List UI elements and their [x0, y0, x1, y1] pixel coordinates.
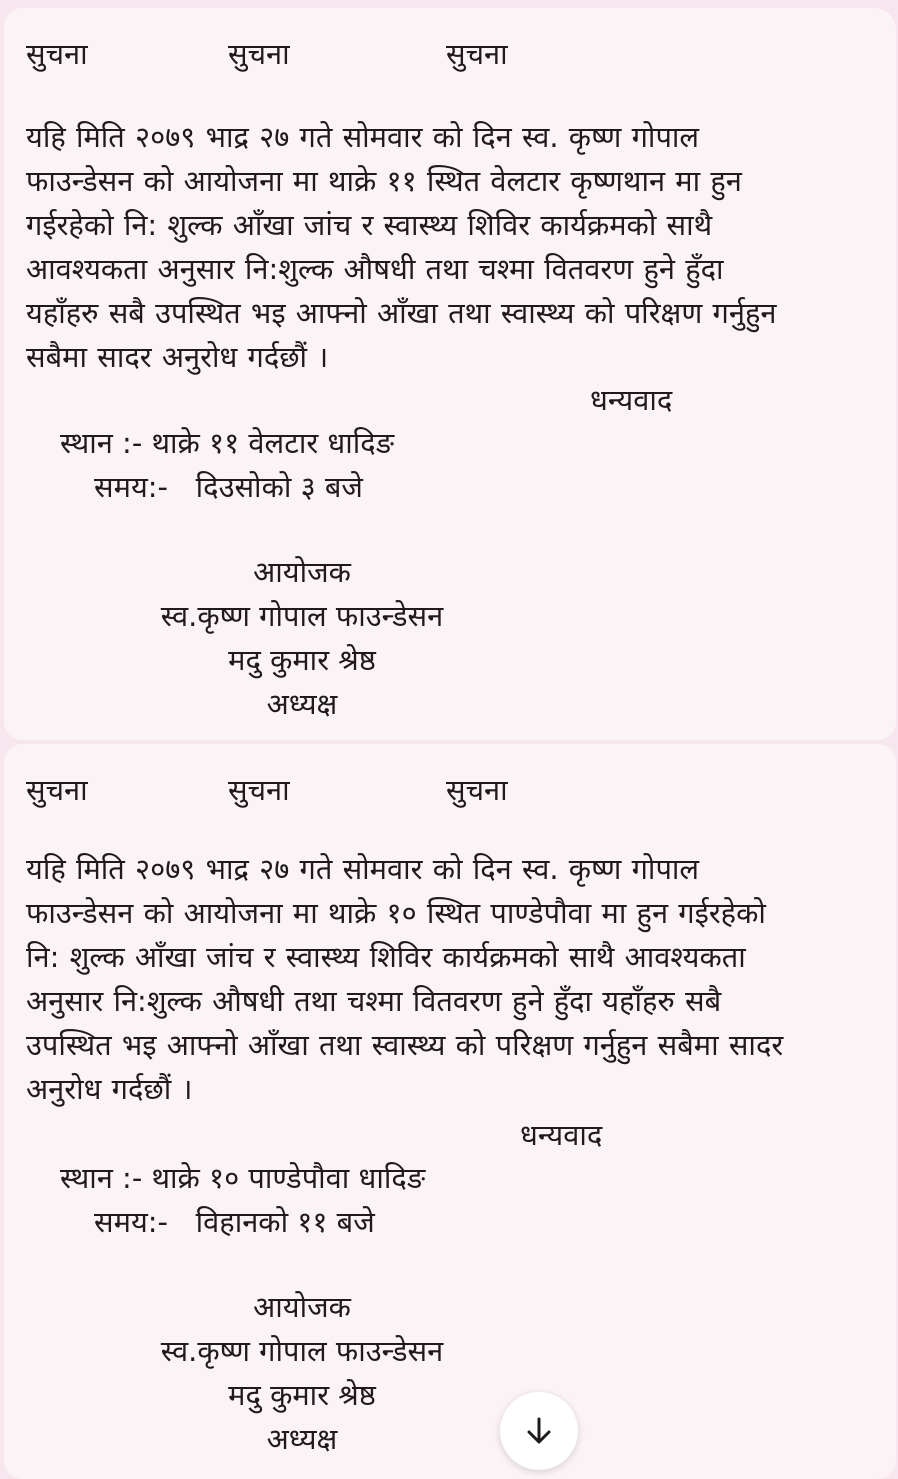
notice-header: सुचना: [228, 37, 290, 71]
notice-header: सुचना: [228, 773, 290, 807]
message-line: फाउन्डेसन को आयोजना मा थाक्रे १० स्थित पाण्डेपौवा मा हुन गईरहेको: [26, 896, 766, 930]
message-line: अनुरोध गर्दछौं ।: [26, 1072, 193, 1106]
message-line: यहि मिति २०७९ भाद्र २७ गते सोमवार को दिन स्व. कृष्ण गोपाल: [26, 852, 700, 886]
time-text: समय:- विहानको ११ बजे: [94, 1205, 375, 1239]
scroll-to-bottom-button[interactable]: [500, 1392, 578, 1470]
message-line: सबैमा सादर अनुरोध गर्दछौं ।: [26, 340, 329, 374]
organizer-label: आयोजक: [253, 555, 351, 589]
signature-block: [132, 1285, 472, 1461]
message-line: फाउन्डेसन को आयोजना मा थाक्रे ११ स्थित वेलटार कृष्णथान मा हुन: [26, 164, 742, 198]
notice-header: सुचना: [446, 37, 508, 71]
venue-text: स्थान :- थाक्रे १० पाण्डेपौवा धादिङ: [60, 1161, 426, 1195]
time-text: समय:- दिउसोको ३ बजे: [94, 470, 363, 504]
message-body: [26, 115, 888, 379]
notice-header: सुचना: [26, 37, 88, 71]
venue-text: स्थान :- थाक्रे ११ वेलटार धादिङ: [60, 426, 395, 460]
signature-block: [132, 550, 472, 726]
arrow-down-icon: [523, 1415, 555, 1447]
message-line: नि: शुल्क आँखा जांच र स्वास्थ्य शिविर कार्यक्रमको साथै आवश्यकता: [26, 940, 746, 974]
chair-title: अध्यक्ष: [266, 687, 338, 721]
chair-name: मदु कुमार श्रेष्ठ: [228, 643, 376, 677]
organizer-label: आयोजक: [253, 1290, 351, 1324]
message-bubble[interactable]: [4, 8, 896, 740]
thanks-text: धन्यवाद: [590, 383, 673, 417]
organizer-name: स्व.कृष्ण गोपाल फाउन्डेसन: [160, 599, 444, 633]
message-bubble[interactable]: [4, 744, 896, 1479]
chair-name: मदु कुमार श्रेष्ठ: [228, 1378, 376, 1412]
notice-headers: [4, 34, 896, 74]
message-line: आवश्यकता अनुसार नि:शुल्क औषधी तथा चश्मा वितवरण हुने हुँदा: [26, 252, 724, 286]
message-line: यहाँहरु सबै उपस्थित भइ आफ्नो आँखा तथा स्वास्थ्य को परिक्षण गर्नुहुन: [26, 296, 777, 330]
notice-header: सुचना: [446, 773, 508, 807]
organizer-name: स्व.कृष्ण गोपाल फाउन्डेसन: [160, 1334, 444, 1368]
notice-headers: [4, 770, 896, 810]
message-body: [26, 847, 888, 1111]
message-line: उपस्थित भइ आफ्नो आँखा तथा स्वास्थ्य को परिक्षण गर्नुहुन सबैमा सादर: [26, 1028, 784, 1062]
notice-header: सुचना: [26, 773, 88, 807]
chair-title: अध्यक्ष: [266, 1422, 338, 1456]
message-line: अनुसार नि:शुल्क औषधी तथा चश्मा वितवरण हुने हुँदा यहाँहरु सबै: [26, 984, 722, 1018]
message-line: गईरहेको नि: शुल्क आँखा जांच र स्वास्थ्य शिविर कार्यक्रमको साथै: [26, 208, 713, 242]
thanks-text: धन्यवाद: [520, 1118, 603, 1152]
message-line: यहि मिति २०७९ भाद्र २७ गते सोमवार को दिन स्व. कृष्ण गोपाल: [26, 120, 700, 154]
